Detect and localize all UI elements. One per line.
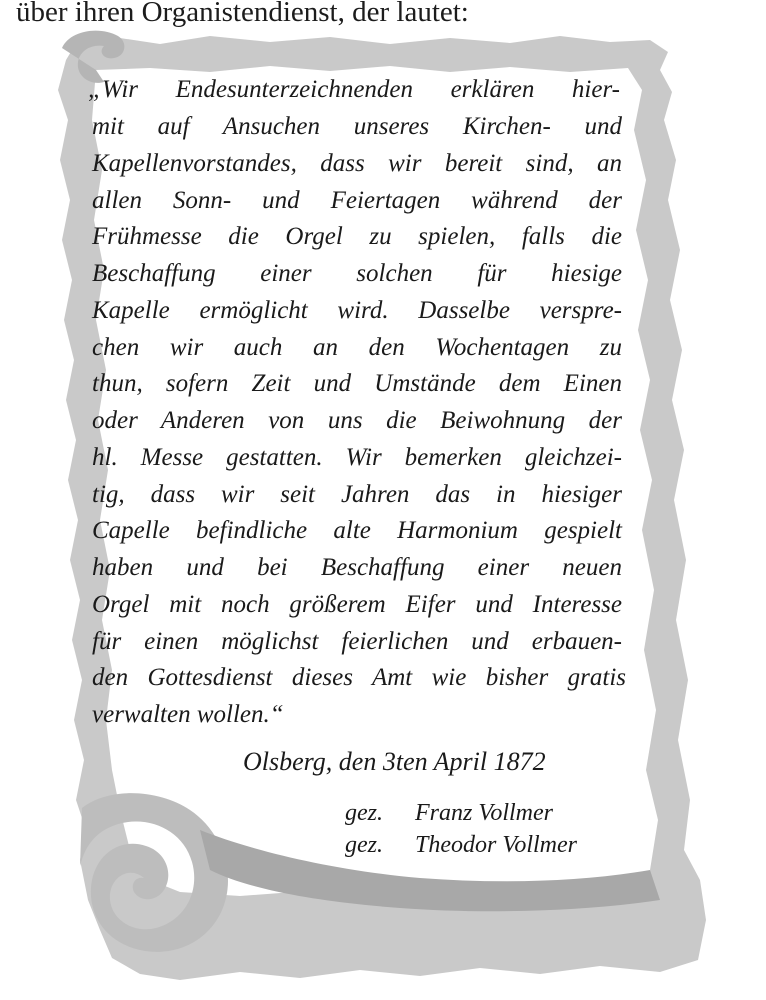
quote-line: hl. Messe gestatten. Wir bemerken gleichzei- bbox=[92, 444, 622, 471]
signature-line bbox=[345, 798, 553, 828]
signature-name: Franz Vollmer bbox=[415, 800, 553, 826]
quote-line: Orgel mit noch größerem Eifer und Interesse bbox=[92, 591, 622, 618]
quote-line: mit auf Ansuchen unseres Kirchen- und bbox=[92, 113, 622, 140]
quote-line: den Gottesdienst dieses Amt wie bisher gratis bbox=[92, 664, 626, 691]
quote-line: allen Sonn- und Feiertagen während der bbox=[92, 187, 622, 214]
signature-line bbox=[345, 830, 577, 860]
quote-line: verwalten wollen.“ bbox=[92, 701, 284, 728]
quote-line: „Wir Endesunterzeichnenden erklären hier- bbox=[88, 76, 620, 103]
intro-text: über ihren Organistendienst, der lautet: bbox=[16, 0, 469, 28]
signature-prefix: gez. bbox=[345, 832, 383, 858]
quote-line: thun, sofern Zeit und Umstände dem Einen bbox=[92, 370, 622, 397]
quote-line: Frühmesse die Orgel zu spielen, falls die bbox=[92, 223, 622, 250]
signature-prefix: gez. bbox=[345, 800, 383, 826]
quote-line: Kapellenvorstandes, dass wir bereit sind, an bbox=[92, 150, 622, 177]
quote-line: oder Anderen von uns die Beiwohnung der bbox=[92, 407, 622, 434]
place-date: Olsberg, den 3ten April 1872 bbox=[243, 747, 546, 776]
quote-line: tig, dass wir seit Jahren das in hiesiger bbox=[92, 481, 622, 508]
quote-line: Capelle befindliche alte Harmonium gespielt bbox=[92, 517, 622, 544]
quote-line: haben und bei Beschaffung einer neuen bbox=[92, 554, 622, 581]
quote-line: Kapelle ermöglicht wird. Dasselbe verspre- bbox=[92, 297, 622, 324]
quote-line: für einen möglichst feierlichen und erbauen- bbox=[92, 628, 622, 655]
signature-name: Theodor Vollmer bbox=[415, 832, 577, 858]
quote-line: chen wir auch an den Wochentagen zu bbox=[92, 334, 622, 361]
quote-line: Beschaffung einer solchen für hiesige bbox=[92, 260, 622, 287]
